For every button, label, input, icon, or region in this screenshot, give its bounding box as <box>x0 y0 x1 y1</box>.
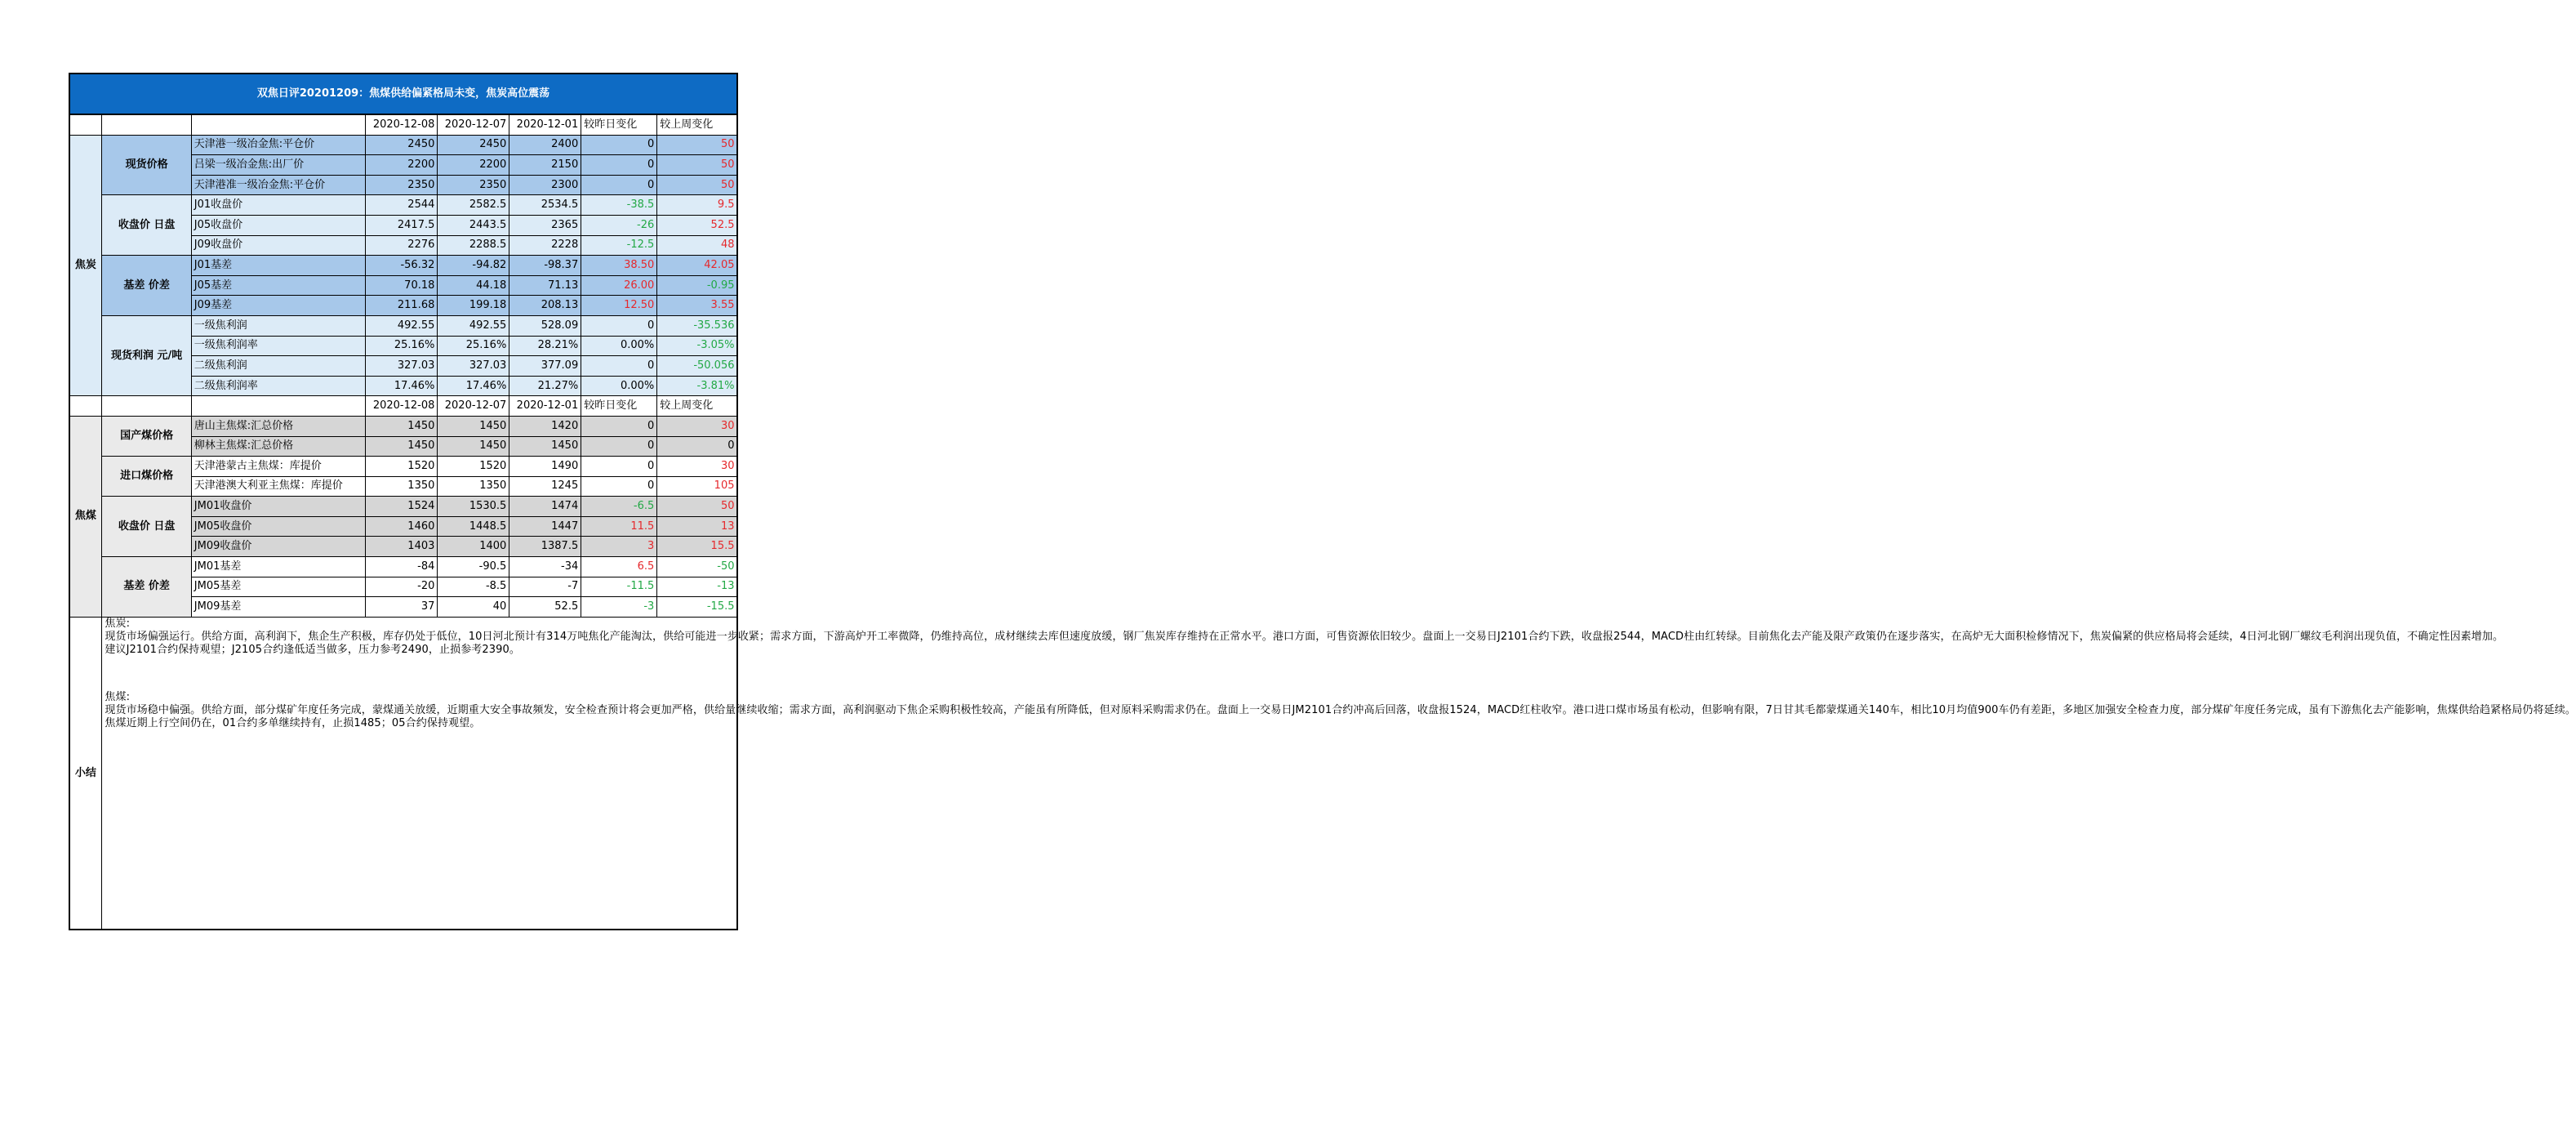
group-label: 进口煤价格 <box>102 457 191 497</box>
header-blank <box>102 114 191 135</box>
value-cell: 2450 <box>438 135 509 155</box>
header-blank <box>102 396 191 417</box>
value-cell: 1450 <box>509 436 581 457</box>
value-cell: 1530.5 <box>438 497 509 517</box>
change-week-cell: -13 <box>657 577 737 597</box>
value-cell: 21.27% <box>509 376 581 396</box>
value-cell: 1520 <box>438 457 509 477</box>
table-row <box>69 416 737 436</box>
change-day-cell: 0 <box>581 416 657 436</box>
change-week-cell: 42.05 <box>657 256 737 276</box>
change-day-cell: -26 <box>581 215 657 235</box>
row-label: J05收盘价 <box>191 215 366 235</box>
row-label: 天津港蒙古主焦煤：库提价 <box>191 457 366 477</box>
header-blank <box>191 114 366 135</box>
row-label: JM09收盘价 <box>191 537 366 557</box>
header-blank <box>69 396 102 417</box>
change-week-cell: 48 <box>657 235 737 256</box>
table-body <box>69 74 2576 930</box>
value-cell: 2534.5 <box>509 195 581 216</box>
value-cell: 1400 <box>438 537 509 557</box>
change-day-cell: 0 <box>581 155 657 176</box>
value-cell: 44.18 <box>438 275 509 296</box>
row-label: 天津港准一级冶金焦:平仓价 <box>191 175 366 195</box>
date-header: 2020-12-07 <box>438 396 509 417</box>
page-title: 双焦日评20201209：焦煤供给偏紧格局未变，焦炭高位震荡 <box>69 74 737 114</box>
value-cell: -94.82 <box>438 256 509 276</box>
value-cell: 1350 <box>366 476 438 497</box>
group-label: 收盘价 日盘 <box>102 497 191 557</box>
value-cell: 2350 <box>366 175 438 195</box>
value-cell: 1448.5 <box>438 516 509 537</box>
table-row <box>69 195 737 216</box>
value-cell: 2365 <box>509 215 581 235</box>
change-day-cell: 12.50 <box>581 296 657 316</box>
change-day-header: 较昨日变化 <box>581 114 657 135</box>
value-cell: -90.5 <box>438 557 509 577</box>
row-label: JM05收盘价 <box>191 516 366 537</box>
value-cell: 1447 <box>509 516 581 537</box>
change-day-cell: -11.5 <box>581 577 657 597</box>
summary-coke-title: 焦炭: <box>105 617 131 630</box>
change-week-cell: 30 <box>657 416 737 436</box>
change-day-cell: 0 <box>581 356 657 377</box>
change-week-cell: 0 <box>657 436 737 457</box>
change-day-cell: -6.5 <box>581 497 657 517</box>
row-label: 唐山主焦煤:汇总价格 <box>191 416 366 436</box>
summary-text <box>102 617 2576 930</box>
value-cell: 208.13 <box>509 296 581 316</box>
header-blank <box>191 396 366 417</box>
section-label: 焦煤 <box>69 416 102 617</box>
value-cell: 2300 <box>509 175 581 195</box>
change-day-cell: 26.00 <box>581 275 657 296</box>
summary-row <box>69 617 737 930</box>
value-cell: 2544 <box>366 195 438 216</box>
value-cell: 1245 <box>509 476 581 497</box>
value-cell: -7 <box>509 577 581 597</box>
table-row <box>69 135 737 155</box>
value-cell: 2582.5 <box>438 195 509 216</box>
value-cell: 1524 <box>366 497 438 517</box>
change-week-cell: 50 <box>657 155 737 176</box>
date-header: 2020-12-08 <box>366 114 438 135</box>
value-cell: 1520 <box>366 457 438 477</box>
value-cell: 1450 <box>366 416 438 436</box>
value-cell: 199.18 <box>438 296 509 316</box>
value-cell: 2450 <box>366 135 438 155</box>
change-day-cell: 0 <box>581 436 657 457</box>
change-day-cell: 0 <box>581 315 657 336</box>
row-label: 一级焦利润 <box>191 315 366 336</box>
group-label: 基差 价差 <box>102 557 191 618</box>
change-day-cell: 0 <box>581 135 657 155</box>
change-week-cell: -3.05% <box>657 336 737 356</box>
summary-coal-title: 焦煤: <box>105 690 131 703</box>
change-week-cell: 50 <box>657 135 737 155</box>
row-label: J05基差 <box>191 275 366 296</box>
row-label: J09收盘价 <box>191 235 366 256</box>
row-label: J01收盘价 <box>191 195 366 216</box>
row-label: 吕梁一级冶金焦:出厂价 <box>191 155 366 176</box>
change-day-cell: 0.00% <box>581 336 657 356</box>
value-cell: 2150 <box>509 155 581 176</box>
change-day-cell: 0.00% <box>581 376 657 396</box>
row-label: 二级焦利润 <box>191 356 366 377</box>
date-header: 2020-12-07 <box>438 114 509 135</box>
value-cell: 17.46% <box>366 376 438 396</box>
value-cell: 1460 <box>366 516 438 537</box>
value-cell: 2200 <box>366 155 438 176</box>
value-cell: 1420 <box>509 416 581 436</box>
change-week-cell: 15.5 <box>657 537 737 557</box>
value-cell: 2443.5 <box>438 215 509 235</box>
value-cell: 28.21% <box>509 336 581 356</box>
summary-coke-advice: 建议J2101合约保持观望；J2105合约逢低适当做多，压力参考2490，止损参考2390。 <box>105 643 520 656</box>
change-week-cell: 30 <box>657 457 737 477</box>
value-cell: 528.09 <box>509 315 581 336</box>
date-header: 2020-12-01 <box>509 396 581 417</box>
change-week-cell: -0.95 <box>657 275 737 296</box>
value-cell: 492.55 <box>438 315 509 336</box>
row-label: 一级焦利润率 <box>191 336 366 356</box>
value-cell: 25.16% <box>366 336 438 356</box>
value-cell: 1450 <box>438 436 509 457</box>
group-label: 国产煤价格 <box>102 416 191 456</box>
change-day-cell: 0 <box>581 457 657 477</box>
change-week-cell: 9.5 <box>657 195 737 216</box>
value-cell: 1387.5 <box>509 537 581 557</box>
value-cell: -8.5 <box>438 577 509 597</box>
table-row <box>69 256 737 276</box>
value-cell: 17.46% <box>438 376 509 396</box>
value-cell: 1450 <box>366 436 438 457</box>
table-row <box>69 457 737 477</box>
summary-coke-body: 现货市场偏强运行。供给方面，高利润下，焦企生产积极，库存仍处于低位，10日河北预计有314万吨焦化产能淘汰，供给可能进一步收紧；需求方面，下游高炉开工率微降，仍维持高位，成材继续去库但速度放缓，钢厂焦炭库存维持在正常水平。港口方面，可售资源依旧较少。盘面上一交易日J2101合约下跌，收盘报2544，MACD柱由红转绿。目前焦化去产能及限产政策仍在逐步落实，在高炉无大面积检修情况下，焦炭偏紧的供应格局将会延续，4日河北钢厂螺纹毛利润出现负值，不确定性因素增加。 <box>105 630 2504 643</box>
change-day-cell: 0 <box>581 476 657 497</box>
change-week-cell: -3.81% <box>657 376 737 396</box>
summary-label: 小结 <box>69 617 102 930</box>
change-week-header: 较上周变化 <box>657 114 737 135</box>
row-label: JM01基差 <box>191 557 366 577</box>
row-label: 柳林主焦煤:汇总价格 <box>191 436 366 457</box>
change-day-cell: 0 <box>581 175 657 195</box>
value-cell: -34 <box>509 557 581 577</box>
header-blank <box>69 114 102 135</box>
value-cell: 377.09 <box>509 356 581 377</box>
value-cell: 1350 <box>438 476 509 497</box>
change-day-cell: 38.50 <box>581 256 657 276</box>
value-cell: 2228 <box>509 235 581 256</box>
value-cell: -98.37 <box>509 256 581 276</box>
change-week-cell: 3.55 <box>657 296 737 316</box>
report-sheet <box>69 73 2576 930</box>
summary-coal-advice: 焦煤近期上行空间仍在，01合约多单继续持有，止损1485；05合约保持观望。 <box>105 716 481 729</box>
value-cell: 327.03 <box>438 356 509 377</box>
change-week-cell: -50.056 <box>657 356 737 377</box>
header-row <box>69 396 737 417</box>
gap <box>105 667 734 680</box>
change-week-cell: -15.5 <box>657 597 737 618</box>
change-day-cell: 11.5 <box>581 516 657 537</box>
change-week-header: 较上周变化 <box>657 396 737 417</box>
value-cell: 211.68 <box>366 296 438 316</box>
value-cell: -20 <box>366 577 438 597</box>
value-cell: 52.5 <box>509 597 581 618</box>
change-week-cell: 105 <box>657 476 737 497</box>
value-cell: 1403 <box>366 537 438 557</box>
change-day-cell: 3 <box>581 537 657 557</box>
row-label: 天津港一级冶金焦:平仓价 <box>191 135 366 155</box>
group-label: 收盘价 日盘 <box>102 195 191 256</box>
change-day-cell: -12.5 <box>581 235 657 256</box>
value-cell: 2400 <box>509 135 581 155</box>
value-cell: 1450 <box>438 416 509 436</box>
change-day-cell: -3 <box>581 597 657 618</box>
data-table <box>69 73 2576 930</box>
change-week-cell: 50 <box>657 175 737 195</box>
change-week-cell: -50 <box>657 557 737 577</box>
change-week-cell: -35.536 <box>657 315 737 336</box>
row-label: J01基差 <box>191 256 366 276</box>
value-cell: 1490 <box>509 457 581 477</box>
value-cell: 25.16% <box>438 336 509 356</box>
value-cell: -56.32 <box>366 256 438 276</box>
value-cell: 40 <box>438 597 509 618</box>
row-label: JM05基差 <box>191 577 366 597</box>
value-cell: 2276 <box>366 235 438 256</box>
row-label: JM09基差 <box>191 597 366 618</box>
value-cell: 327.03 <box>366 356 438 377</box>
header-row <box>69 114 737 135</box>
table-row <box>69 315 737 336</box>
table-row <box>69 497 737 517</box>
group-label: 基差 价差 <box>102 256 191 316</box>
change-week-cell: 52.5 <box>657 215 737 235</box>
value-cell: 2350 <box>438 175 509 195</box>
value-cell: 1474 <box>509 497 581 517</box>
change-day-header: 较昨日变化 <box>581 396 657 417</box>
row-label: 二级焦利润率 <box>191 376 366 396</box>
change-week-cell: 13 <box>657 516 737 537</box>
date-header: 2020-12-08 <box>366 396 438 417</box>
table-row <box>69 557 737 577</box>
value-cell: 2288.5 <box>438 235 509 256</box>
group-label: 现货利润 元/吨 <box>102 315 191 395</box>
value-cell: -84 <box>366 557 438 577</box>
value-cell: 70.18 <box>366 275 438 296</box>
change-day-cell: -38.5 <box>581 195 657 216</box>
group-label: 现货价格 <box>102 135 191 195</box>
section-label: 焦炭 <box>69 135 102 396</box>
value-cell: 2200 <box>438 155 509 176</box>
change-week-cell: 50 <box>657 497 737 517</box>
row-label: JM01收盘价 <box>191 497 366 517</box>
row-label: 天津港澳大利亚主焦煤：库提价 <box>191 476 366 497</box>
row-label: J09基差 <box>191 296 366 316</box>
value-cell: 71.13 <box>509 275 581 296</box>
value-cell: 2417.5 <box>366 215 438 235</box>
change-day-cell: 6.5 <box>581 557 657 577</box>
value-cell: 492.55 <box>366 315 438 336</box>
date-header: 2020-12-01 <box>509 114 581 135</box>
value-cell: 37 <box>366 597 438 618</box>
summary-coal-body: 现货市场稳中偏强。供给方面，部分煤矿年度任务完成，蒙煤通关放缓，近期重大安全事故频发，安全检查预计将会更加严格，供给量继续收缩；需求方面，高利润驱动下焦企采购积极性较高，产能虽有所降低，但对原料采购需求仍在。盘面上一交易日JM2101合约冲高后回落，收盘报1524，MACD红柱收窄。港口进口煤市场虽有松动，但影响有限，7日甘其毛都蒙煤通关140车，相比10月均值900车仍有差距，多地区加强安全检查力度，部分煤矿年度任务完成，虽有下游焦化去产能影响，焦煤供给趋紧格局仍将延续。 <box>105 703 2576 716</box>
